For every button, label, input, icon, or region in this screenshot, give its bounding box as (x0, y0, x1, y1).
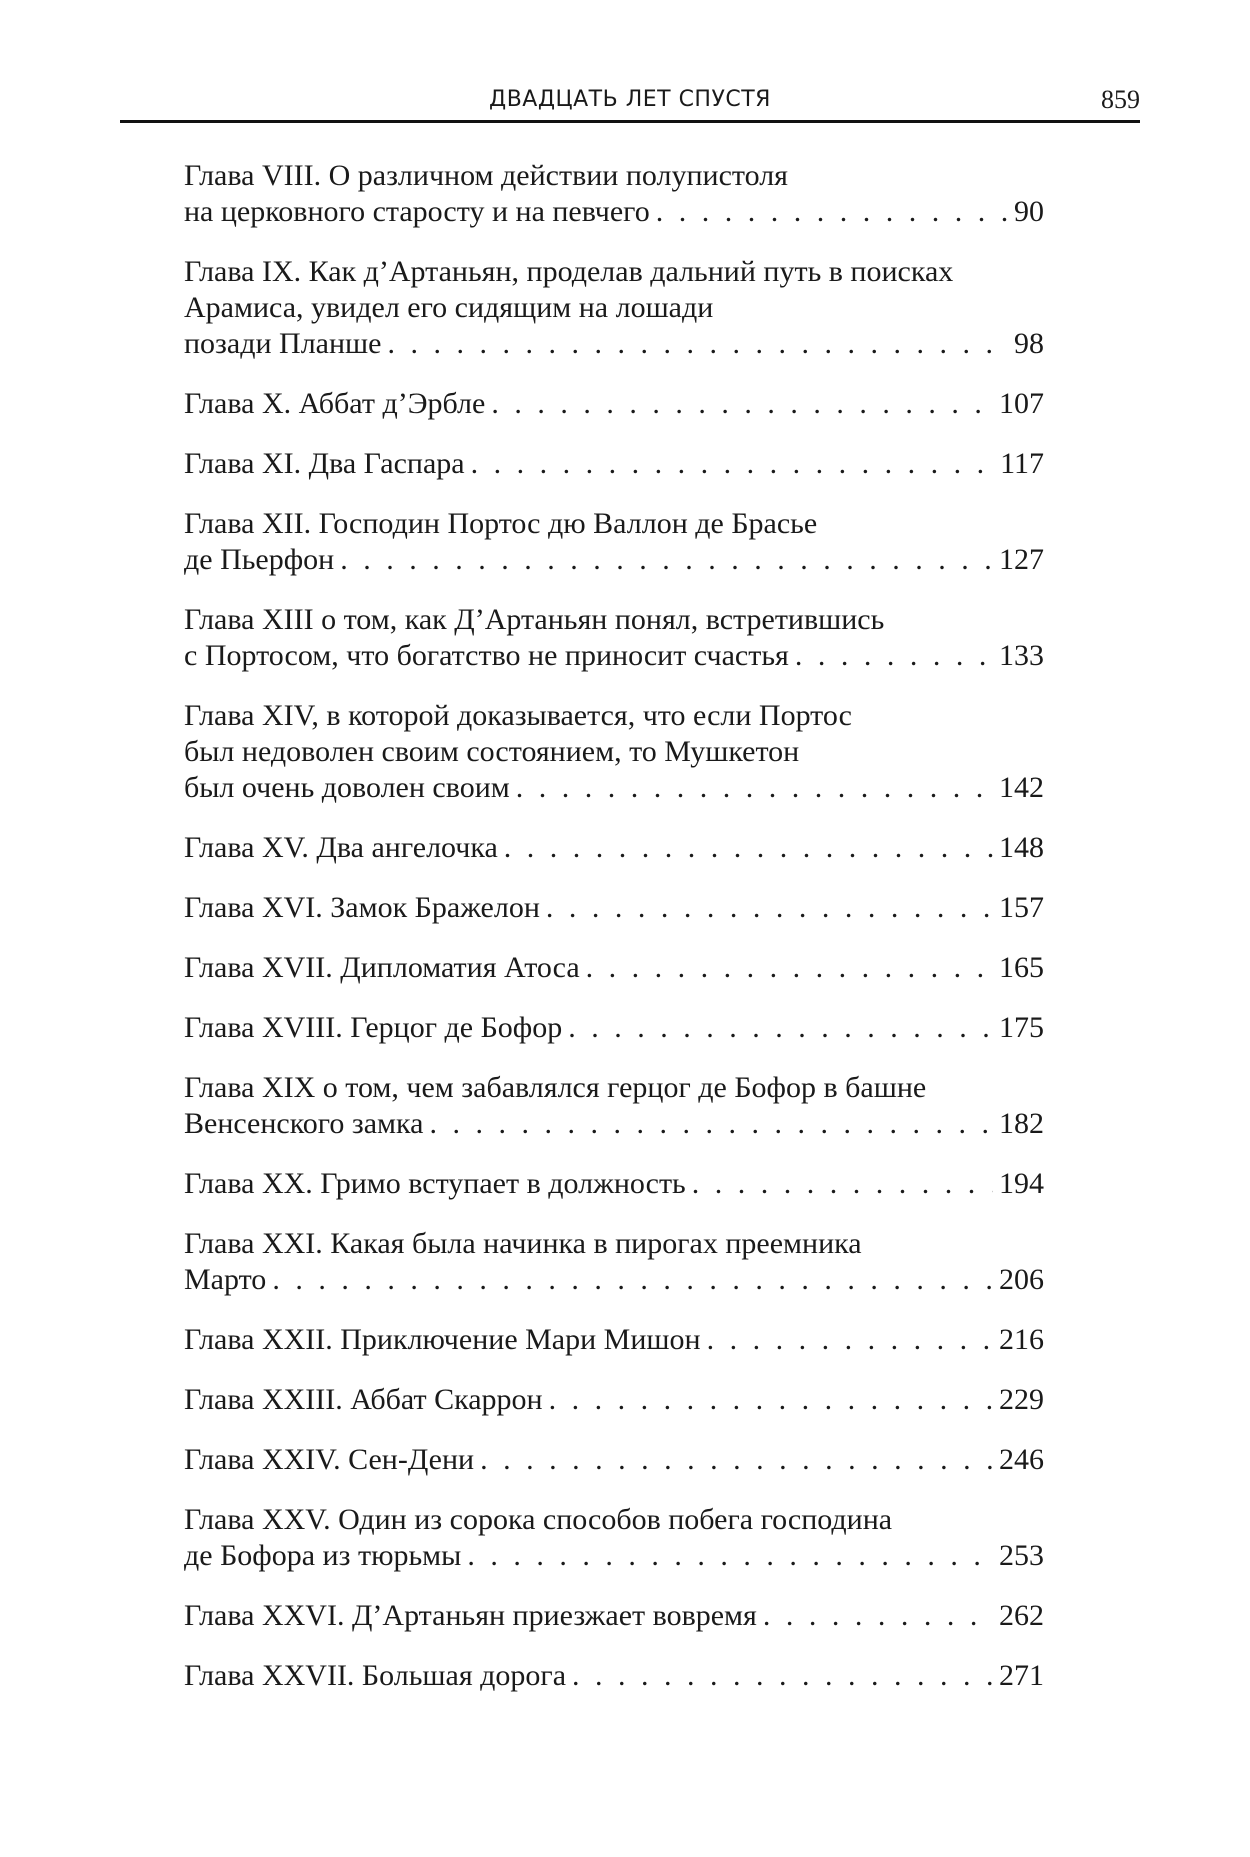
toc-entry-title-line: Арамиса, увидел его сидящим на лошади (184, 291, 714, 324)
dot-leader (549, 1382, 993, 1418)
toc-entry-leader-line (184, 830, 1044, 866)
toc-entry-title-line: Глава XV. Два ангелочка (184, 831, 498, 864)
toc-entry-title-line: Глава IX. Как д’Артаньян, проделав дальний путь в поисках (184, 255, 954, 288)
toc-entry-title-line: Глава XXVI. Д’Артаньян приезжает вовремя (184, 1599, 757, 1632)
toc-entry-leader-line (184, 1382, 1044, 1418)
toc-entry (184, 830, 1044, 866)
toc-entry-title-line: Глава XII. Господин Портос дю Валлон де Брасье (184, 507, 818, 540)
toc-entry-title-line: Глава XXIII. Аббат Скаррон (184, 1383, 543, 1416)
toc-entry-title-line: Глава XXVII. Большая дорога (184, 1659, 567, 1692)
toc-entry-title-line: Глава VIII. О различном действии полупистоля (184, 159, 788, 192)
toc-entry-leader-line (184, 386, 1044, 422)
toc-entry-leader-line (184, 326, 1044, 362)
toc-entry-page-number: 165 (999, 951, 1044, 984)
toc-entry-page-number: 107 (999, 387, 1044, 420)
toc-entry-title-line: де Пьерфон (184, 543, 335, 576)
dot-leader (387, 326, 1008, 362)
toc-entry-leader-line (184, 638, 1044, 674)
dot-leader (586, 950, 993, 986)
toc-entry-page-number: 117 (1000, 447, 1044, 480)
toc-entry-leader-line (184, 1658, 1044, 1694)
dot-leader (656, 194, 1008, 230)
dot-leader (795, 638, 993, 674)
toc-entry-title-line: Глава XI. Два Гаспара (184, 447, 465, 480)
dot-leader (546, 890, 993, 926)
toc-entry-leader-line (184, 1442, 1044, 1478)
toc-entry (184, 254, 1044, 362)
toc-entry (184, 698, 1044, 806)
toc-entry-title-line: Глава X. Аббат д’Эрбле (184, 387, 486, 420)
toc-entry (184, 890, 1044, 926)
dot-leader (429, 1106, 993, 1142)
toc-entry-leader-line (184, 1262, 1044, 1298)
toc-entry-page-number: 229 (999, 1383, 1044, 1416)
running-title: ДВАДЦАТЬ ЛЕТ СПУСТЯ (489, 87, 771, 112)
toc-entry-title-line: Глава XXII. Приключение Мари Мишон (184, 1323, 701, 1356)
toc-entry-title-line: Глава XVIII. Герцог де Бофор (184, 1011, 563, 1044)
toc-entry-title-line: Глава XIV, в которой доказывается, что если Портос (184, 699, 852, 732)
toc-entry-title-line: был недоволен своим состоянием, то Мушкетон (184, 735, 800, 768)
toc-entry-leader-line (184, 1538, 1044, 1574)
toc-entry-leader-line (184, 890, 1044, 926)
toc-entry-page-number: 216 (999, 1323, 1044, 1356)
toc-entry (184, 1166, 1044, 1202)
dot-leader (692, 1166, 993, 1202)
toc-entry-title-line: Глава XXIV. Сен-Дени (184, 1443, 475, 1476)
toc-entry (184, 446, 1044, 482)
toc-entry-title-line: на церковного старосту и на певчего (184, 195, 650, 228)
toc-entry-title-line: Глава XX. Гримо вступает в должность (184, 1167, 686, 1200)
toc-entry-page-number: 175 (999, 1011, 1044, 1044)
dot-leader (471, 446, 995, 482)
toc-entry-leader-line (184, 446, 1044, 482)
toc-entry-page-number: 157 (999, 891, 1044, 924)
toc-entry-title-line: был очень доволен своим (184, 771, 510, 804)
toc-entry (184, 1070, 1044, 1142)
toc-entry (184, 1226, 1044, 1298)
dot-leader (568, 1010, 993, 1046)
toc-entry-title-line: Глава XVI. Замок Бражелон (184, 891, 540, 924)
toc-entry-page-number: 206 (999, 1263, 1044, 1296)
toc-entry-title-line: позади Планше (184, 327, 382, 360)
toc-entry (184, 602, 1044, 674)
toc-entry-leader-line (184, 1010, 1044, 1046)
toc-entry-leader-line (184, 770, 1044, 806)
toc-entry-page-number: 127 (999, 543, 1044, 576)
dot-leader (504, 830, 993, 866)
toc-entry (184, 386, 1044, 422)
dot-leader (707, 1322, 993, 1358)
toc-entry-leader-line (184, 194, 1044, 230)
toc-entry-title-line: Глава XVII. Дипломатия Атоса (184, 951, 580, 984)
toc-entry (184, 158, 1044, 230)
toc-entry (184, 1322, 1044, 1358)
toc-entry-leader-line (184, 1598, 1044, 1634)
toc-entry (184, 506, 1044, 578)
toc-entry (184, 1010, 1044, 1046)
dot-leader (467, 1538, 993, 1574)
toc-entry-title-line: Глава XXI. Какая была начинка в пирогах преемника (184, 1227, 862, 1260)
table-of-contents (184, 158, 1044, 1718)
toc-entry (184, 1382, 1044, 1418)
toc-entry-page-number: 262 (999, 1599, 1044, 1632)
toc-entry-title-line: Венсенского замка (184, 1107, 424, 1140)
dot-leader (491, 386, 993, 422)
page-number: 859 (1101, 85, 1140, 114)
toc-entry-leader-line (184, 542, 1044, 578)
toc-entry-title-line: Марто (184, 1263, 267, 1296)
dot-leader (340, 542, 993, 578)
dot-leader (572, 1658, 993, 1694)
toc-entry (184, 1658, 1044, 1694)
dot-leader (272, 1262, 993, 1298)
toc-entry-page-number: 194 (999, 1167, 1044, 1200)
toc-entry (184, 1502, 1044, 1574)
toc-entry-title-line: де Бофора из тюрьмы (184, 1539, 462, 1572)
toc-entry-page-number: 148 (999, 831, 1044, 864)
running-header (120, 86, 1140, 123)
toc-entry-title-line: Глава XIX о том, чем забавлялся герцог де Бофор в башне (184, 1071, 927, 1104)
toc-entry-page-number: 133 (999, 639, 1044, 672)
toc-entry-page-number: 90 (1014, 195, 1044, 228)
toc-entry-title-line: Глава XIII о том, как Д’Артаньян понял, встретившись (184, 603, 885, 636)
dot-leader (516, 770, 993, 806)
toc-entry-leader-line (184, 1166, 1044, 1202)
toc-entry-leader-line (184, 950, 1044, 986)
toc-entry-page-number: 98 (1014, 327, 1044, 360)
dot-leader (480, 1442, 993, 1478)
toc-entry-leader-line (184, 1106, 1044, 1142)
toc-entry (184, 1442, 1044, 1478)
toc-entry-page-number: 271 (999, 1659, 1044, 1692)
toc-entry-leader-line (184, 1322, 1044, 1358)
toc-entry-title-line: Глава XXV. Один из сорока способов побега господина (184, 1503, 893, 1536)
toc-entry-page-number: 142 (999, 771, 1044, 804)
dot-leader (763, 1598, 993, 1634)
toc-entry-page-number: 182 (999, 1107, 1044, 1140)
toc-entry-page-number: 253 (999, 1539, 1044, 1572)
toc-entry (184, 1598, 1044, 1634)
toc-entry-page-number: 246 (999, 1443, 1044, 1476)
toc-entry-title-line: с Портосом, что богатство не приносит счастья (184, 639, 789, 672)
toc-entry (184, 950, 1044, 986)
